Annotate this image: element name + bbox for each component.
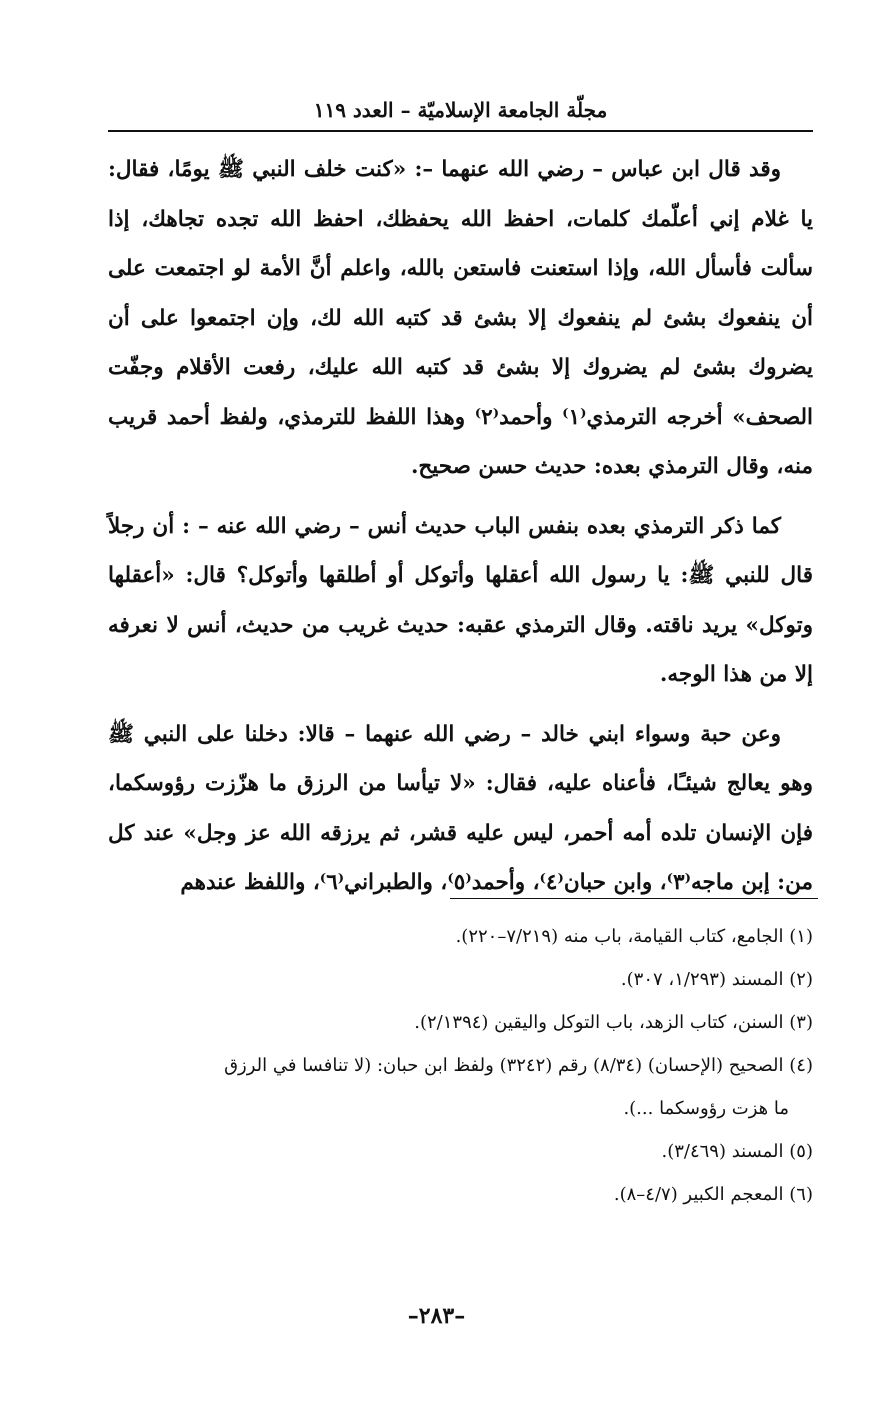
footnotes — [108, 915, 813, 1216]
footnote-4: (٤) الصحيح (الإحسان) (٨/٣٤) رقم (٣٢٤٢) ولفظ ابن حبان: (لا تنافسا في الرزق — [224, 1055, 813, 1076]
footnote-1: (١) الجامع، كتاب القيامة، باب منه (٧/٢١٩–٢٢٠). — [455, 926, 813, 947]
footnote-2: (٢) المسند (١/٢٩٣، ٣٠٧). — [620, 969, 813, 990]
journal-header: مجلّة الجامعة الإسلاميّة – العدد ١١٩ — [313, 98, 608, 122]
footnote-5: (٥) المسند (٣/٤٦٩). — [661, 1141, 813, 1162]
paragraph-habba-sawa: وعن حبة وسواء ابني خالد – رضي الله عنهما – قالا: دخلنا على النبي ﷺ وهو يعالج شيئـًا، فأعناه عليه، فقال: «لا تيأسا من الرزق ما هزّزت رؤوسكما، فإن الإنسان تلده أمه أحمر، ليس عليه قشر، ثم يرزقه الله عز وجل» عند كل من: إبن ماجه⁽٣⁾، وابن حبان⁽٤⁾، وأحمد⁽٥⁾، والطبراني⁽٦⁾، واللفظ عندهم — [108, 721, 813, 895]
footnote-4-continuation: ما هزت رؤوسكما ...). — [623, 1098, 789, 1119]
paragraph-ibn-abbas: وقد قال ابن عباس – رضي الله عنهما –: «كنت خلف النبي ﷺ يومًا، فقال: يا غلام إني أعلّمك كلمات، احفظ الله يحفظك، احفظ الله تجده تجاهك، إذا سألت فأسأل الله، وإذا استعنت فاستعن بالله، واعلم أنَّ الأمة لو اجتمعت على أن ينفعوك بشئ لم ينفعوك إلا بشئ قد كتبه الله لك، وإن اجتمعوا على أن يضروك بشئ لم يضروك إلا بشئ قد كتبه الله عليك، رفعت الأقلام وجفّت الصحف» أخرجه الترمذي⁽١⁾ وأحمد⁽٢⁾ وهذا اللفظ للترمذي، ولفظ أحمد قريب منه، وقال الترمذي بعده: حديث حسن صحيح. — [108, 157, 813, 479]
main-text — [108, 145, 813, 918]
footnote-separator — [450, 898, 818, 899]
footnote-6: (٦) المعجم الكبير (٤/٧–٨). — [613, 1184, 813, 1205]
page-number: –٢٨٣– — [407, 1303, 466, 1329]
footnote-3: (٣) السنن، كتاب الزهد، باب التوكل واليقين (٢/١٣٩٤). — [414, 1012, 813, 1033]
paragraph-anas: كما ذكر الترمذي بعده بنفس الباب حديث أنس – رضي الله عنه – : أن رجلاً قال للنبي ﷺ: يا رسول الله أعقلها وأتوكل أو أطلقها وأتوكل؟ قال: «أعقلها وتوكل» يريد ناقته. وقال الترمذي عقبه: حديث غريب من حديث، أنس لا نعرفه إلا من هذا الوجه. — [108, 513, 813, 687]
header-divider — [108, 130, 813, 132]
